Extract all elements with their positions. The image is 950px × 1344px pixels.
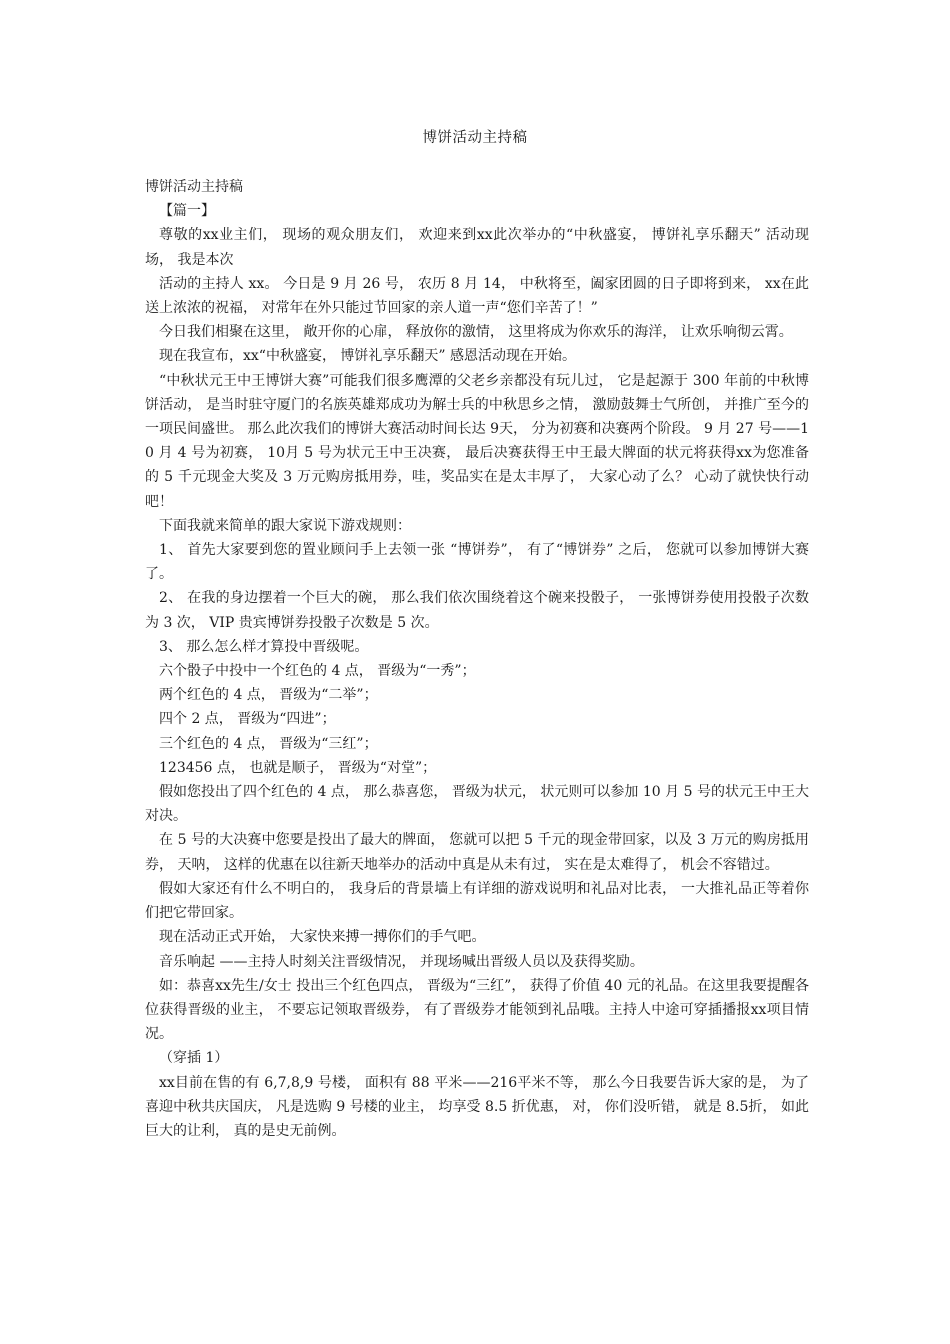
paragraph: “中秋状元王中王博饼大赛”可能我们很多鹰潭的父老乡亲都没有玩儿过， 它是起源于 300 年前的中秋博饼活动， 是当时驻守厦门的名族英雄郑成功为解士兵的中秋思乡之情， 激励鼓舞士气所创， 并推广至今的一项民间盛世。 那么此次我们的博饼大赛活动时间长达 9天， 分为初赛和决赛两个阶段。 9 月 27 号——10 月 4 号为初赛， 10月 5 号为状元王中王决赛， 最后决赛获得王中王最大牌面的状元将获得xx为您准备的 5 千元现金大奖及 3 万元购房抵用券，哇，奖品实在是太丰厚了， 大家心动了么？ 心动了就快快行动吧！ [145, 372, 809, 510]
paragraph: 1、 首先大家要到您的置业顾问手上去领一张 “博饼券”， 有了“博饼券” 之后， 您就可以参加博饼大赛了。 [145, 542, 809, 583]
document-body [145, 175, 809, 1143]
paragraph: 音乐响起 ——主持人时刻关注晋级情况， 并现场喊出晋级人员以及获得奖励。 [159, 953, 644, 970]
paragraph: 现在活动正式开始， 大家快来搏一搏你们的手气吧。 [159, 929, 486, 946]
paragraph: 现在我宣布，xx“中秋盛宴， 博饼礼享乐翻天” 感恩活动现在开始。 [159, 348, 577, 365]
paragraph: 三个红色的 4 点， 晋级为“三红”； [159, 735, 378, 752]
paragraph: 【篇一】 [159, 203, 215, 220]
paragraph: xx目前在售的有 6,7,8,9 号楼， 面积有 88 平米——216平米不等， 那么今日我要告诉大家的是， 为了喜迎中秋共庆国庆， 凡是选购 9 号楼的业主， 均享受 8.5 折优惠， 对， 你们没听错， 就是 8.5折， 如此巨大的让利， 真的是史无前例。 [145, 1074, 809, 1139]
paragraph: 博饼活动主持稿 [145, 179, 243, 195]
paragraph: 尊敬的xx业主们， 现场的观众朋友们， 欢迎来到xx此次举办的“中秋盛宴， 博饼礼享乐翻天” 活动现场， 我是本次 [145, 227, 809, 268]
paragraph: 下面我就来简单的跟大家说下游戏规则： [159, 517, 411, 534]
paragraph: 3、 那么怎么样才算投中晋级呢。 [159, 638, 369, 655]
paragraph: 在 5 号的大决赛中您要是投出了最大的牌面， 您就可以把 5 千元的现金带回家，以及 3 万元的购房抵用券， 天呐， 这样的优惠在以往新天地举办的活动中真是从未有过， 实在是太难得了， 机会不容错过。 [145, 832, 809, 873]
paragraph: 如：恭喜xx先生/女士 投出三个红色四点， 晋级为“三红”， 获得了价值 40 元的礼品。在这里我要提醒各位获得晋级的业主， 不要忘记领取晋级券， 有了晋级券才能领到礼品哦。主持人中途可穿插播报xx项目情况。 [145, 977, 809, 1043]
paragraph: 活动的主持人 xx。 今日是 9 月 26 号， 农历 8 月 14， 中秋将至，阖家团圆的日子即将到来， xx在此送上浓浓的祝福， 对常年在外只能过节回家的亲人道一声“您们辛苦了！” [145, 275, 809, 317]
paragraph: 今日我们相聚在这里， 敞开你的心扉， 释放你的激情， 这里将成为你欢乐的海洋， 让欢乐响彻云霄。 [159, 324, 793, 341]
document-title: 博饼活动主持稿 [422, 130, 528, 146]
paragraph: 123456 点， 也就是顺子， 晋级为“对堂”； [159, 759, 437, 776]
paragraph: 假如大家还有什么不明白的， 我身后的背景墙上有详细的游戏说明和礼品对比表， 一大推礼品正等着你们把它带回家。 [145, 880, 809, 922]
paragraph: 四个 2 点， 晋级为“四进”； [159, 711, 336, 728]
paragraph: （穿插 1） [159, 1050, 229, 1067]
paragraph: 假如您投出了四个红色的 4 点， 那么恭喜您， 晋级为状元， 状元则可以参加 10 月 5 号的状元王中王大对决。 [145, 784, 809, 825]
paragraph: 2、 在我的身边摆着一个巨大的碗， 那么我们依次围绕着这个碗来投骰子， 一张博饼券使用投骰子次数为 3 次， VIP 贵宾博饼券投骰子次数是 5 次。 [145, 590, 809, 631]
paragraph: 两个红色的 4 点， 晋级为“二举”； [159, 687, 378, 704]
paragraph: 六个骰子中投中一个红色的 4 点， 晋级为“一秀”； [159, 663, 476, 680]
